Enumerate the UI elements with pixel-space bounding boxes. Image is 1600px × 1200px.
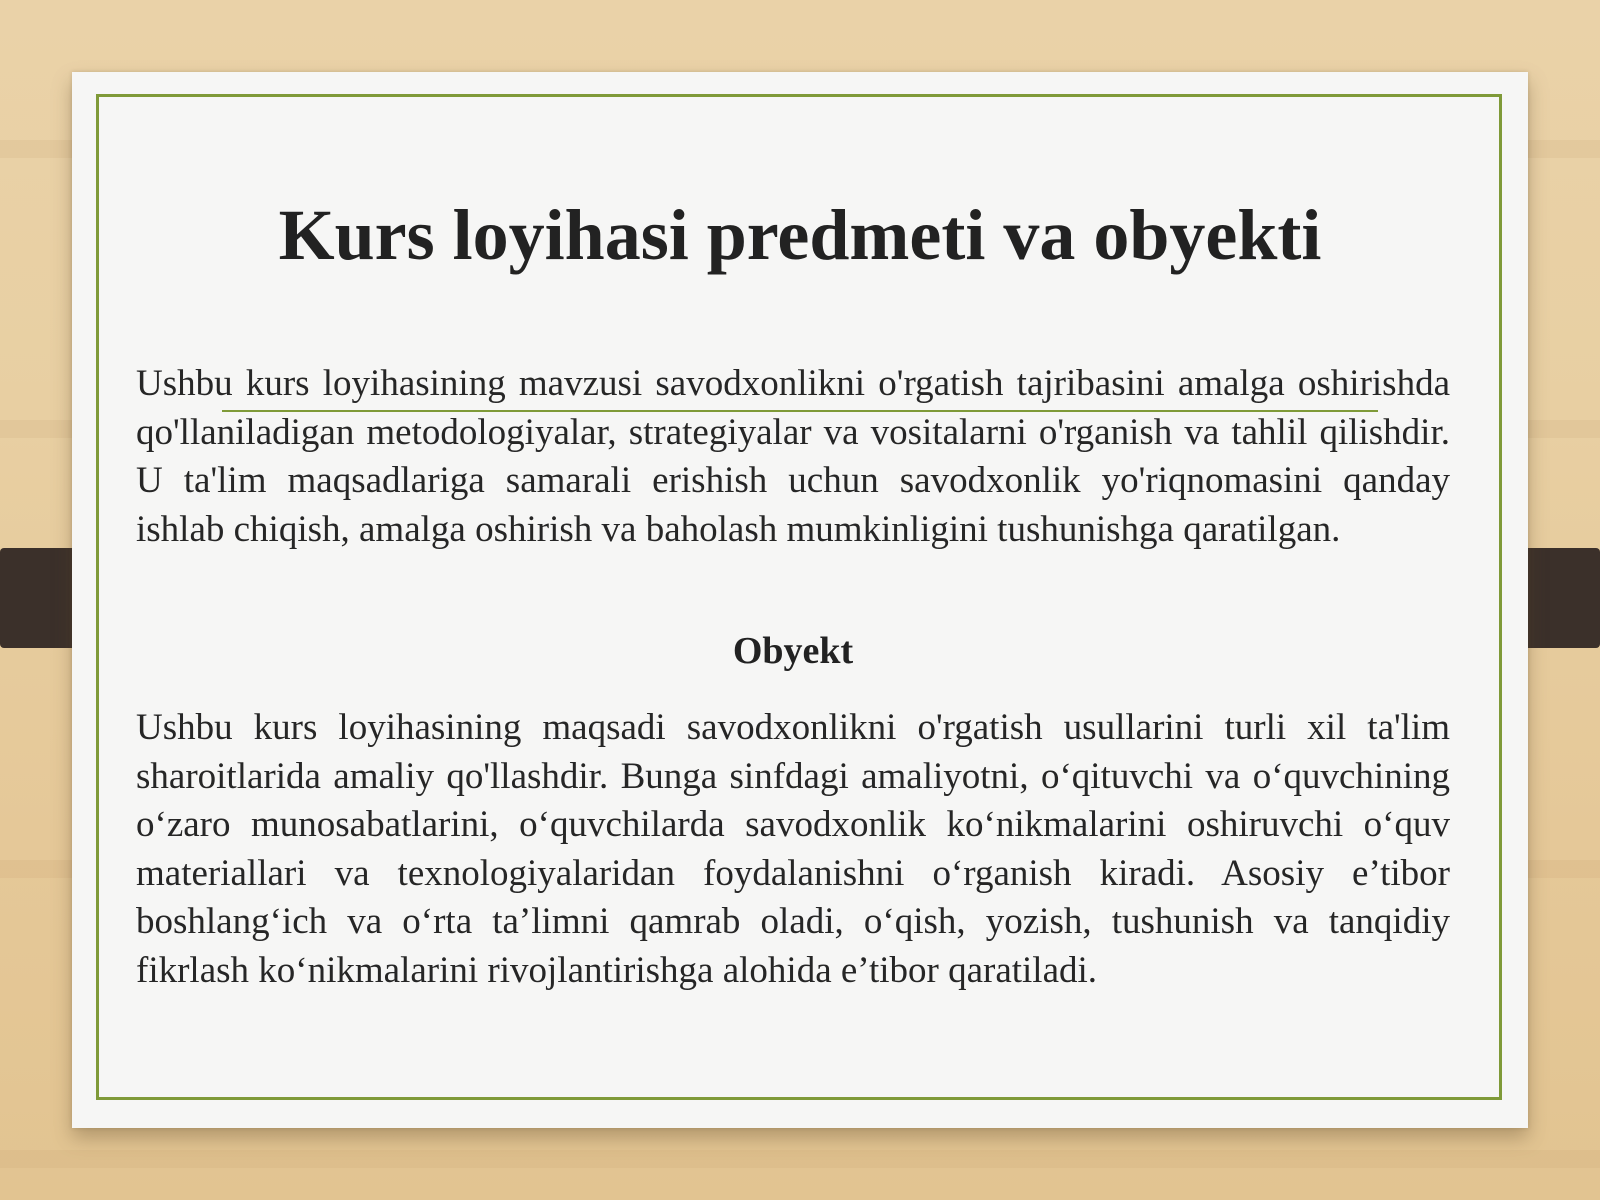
wood-grain [0,1150,1600,1168]
body-paragraph-subject: Ushbu kurs loyihasining mavzusi savodxonlikni o'rgatish tajribasini amalga oshirishda qo'llaniladigan metodologiyalar, strategiyalar va vositalarni o'rganish va tahlil qilishdir. U ta'lim maqsadlariga samarali erishish uchun savodxonlik yo'riqnomasini qanday ishlab chiqish, amalga oshirish va baholash mumkinligini tushunishga qaratilgan. [136,363,1450,550]
slide-title: Kurs loyihasi predmeti va obyekti [278,195,1322,275]
section-heading-object: Obyekt [732,630,854,672]
body-paragraph-object: Ushbu kurs loyihasining maqsadi savodxonlikni o'rgatish usullarini turli xil ta'lim sharoitlarida amaliy qo'llashdir. Bunga sinfdagi amaliyotni, o‘qituvchi va o‘quvchining o‘zaro munosabatlarini, o‘quvchilarda savodxonlik ko‘nikmalarini oshiruvchi o‘quv materiallari va texnologiyalaridan foydalanishni o‘rganish kiradi. Asosiy e’tibor boshlang‘ich va o‘rta ta’limni qamrab oladi, o‘qish, yozish, tushunish va tanqidiy fikrlash ko‘nikmalarini rivojlantirishga alohida e’tibor qaratiladi. [136,707,1450,991]
